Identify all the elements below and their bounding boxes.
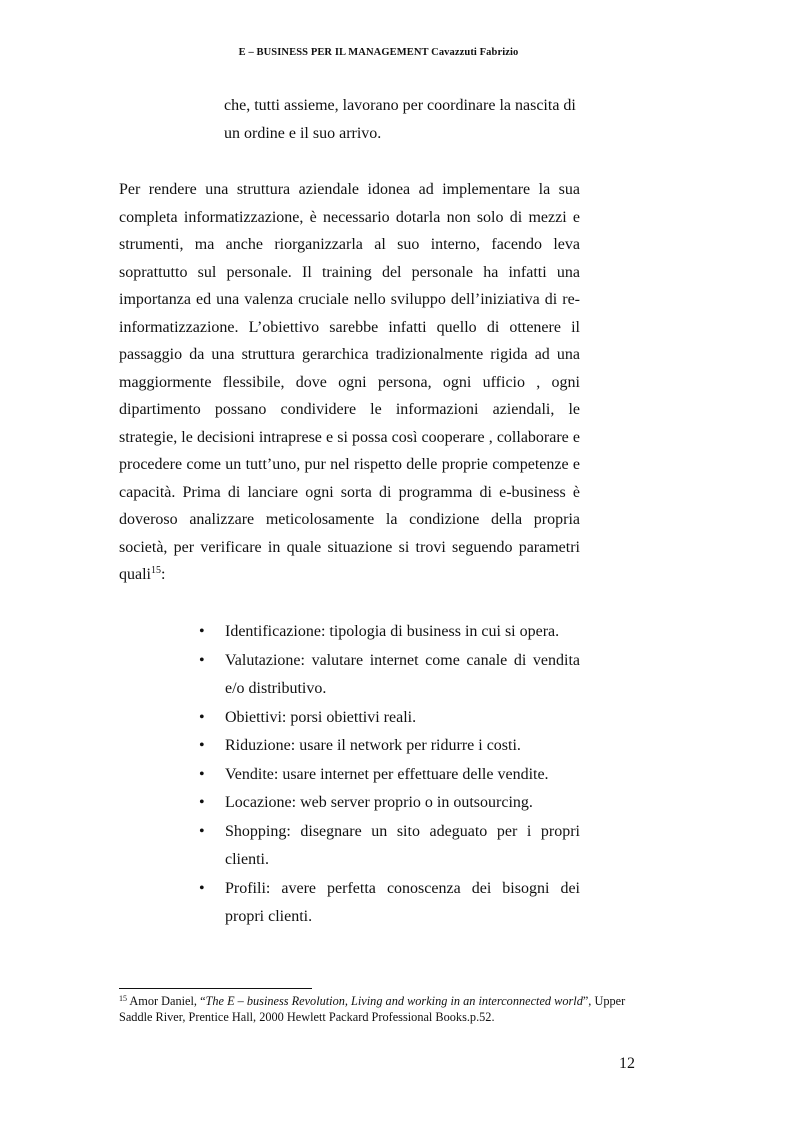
- footnote-separator: [119, 988, 312, 989]
- bullet-icon: •: [199, 765, 205, 783]
- parameters-list: [199, 618, 580, 932]
- list-item: [199, 789, 580, 818]
- list-item: [199, 732, 580, 761]
- list-item: [199, 618, 580, 647]
- footnote-reference[interactable]: 15: [151, 565, 161, 576]
- list-item: [199, 647, 580, 704]
- bullet-icon: •: [199, 708, 205, 726]
- list-item-text: Obiettivi: porsi obiettivi reali.: [225, 708, 417, 726]
- bullet-icon: •: [199, 879, 205, 897]
- footnote-author: Amor Daniel, “: [127, 994, 206, 1008]
- footnote: [119, 993, 639, 1025]
- list-item-text: Locazione: web server proprio o in outsourcing.: [225, 794, 533, 811]
- body-paragraph: [119, 176, 580, 589]
- bullet-icon: •: [199, 651, 205, 669]
- list-item: [199, 704, 580, 733]
- list-item-text: Shopping: disegnare un sito adeguato per i propri clienti.: [225, 822, 580, 868]
- list-item: [199, 875, 580, 932]
- page-number: 12: [619, 1055, 635, 1072]
- footnote-title: The E – business Revolution, Living and working in an interconnected world: [205, 994, 583, 1008]
- running-header: E – BUSINESS PER IL MANAGEMENT Cavazzuti Fabrizio: [238, 47, 519, 58]
- list-item: [199, 761, 580, 790]
- footnote-number: 15: [119, 994, 127, 1003]
- list-item: [199, 818, 580, 875]
- bullet-icon: •: [199, 822, 205, 840]
- bullet-icon: •: [199, 737, 205, 754]
- list-item-text: Riduzione: usare il network per ridurre i costi.: [225, 737, 521, 754]
- list-item-text: Vendite: usare internet per effettuare delle vendite.: [225, 765, 549, 783]
- continued-text: [224, 92, 580, 148]
- continued-text-line: un ordine e il suo arrivo.: [224, 125, 382, 142]
- body-paragraph-text: Per rendere una struttura aziendale idonea ad implementare la sua completa informatizzazione, è necessario dotarla non solo di mezzi e strumenti, ma anche riorganizzarla al suo interno, facendo leva soprattutto sul personale. Il training del personale ha infatti una importanza ed una valenza cruciale nello sviluppo dell’iniziativa di re-informatizzazione. L’obiettivo sarebbe infatti quello di ottenere il passaggio da una struttura gerarchica tradizionalmente rigida ad una maggiormente flessibile, dove ogni persona, ogni ufficio , ogni dipartimento possano condividere le informazioni aziendali, le strategie, le decisioni intraprese e si possa così cooperare , collaborare e procedere come un tutt’uno, pur nel rispetto delle proprie competenze e capacità. Prima di lanciare ogni sorta di programma di e-business è doveroso analizzare meticolosamente la condizione della propria società, per verificare in quale situazione si trovi seguendo parametri quali: [119, 181, 580, 583]
- footnote-publication: ”, Upper Saddle River, Prentice Hall, 2000 Hewlett Packard Professional Books.p.52.: [119, 994, 626, 1024]
- bullet-icon: •: [199, 794, 205, 811]
- body-paragraph-colon: :: [161, 566, 166, 583]
- list-item-text: Identificazione: tipologia di business in cui si opera.: [225, 623, 560, 640]
- list-item-text: Valutazione: valutare internet come canale di vendita e/o distributivo.: [225, 651, 580, 697]
- bullet-icon: •: [199, 623, 205, 640]
- continued-text-line: che, tutti assieme, lavorano per coordinare la nascita di: [224, 97, 576, 114]
- list-item-text: Profili: avere perfetta conoscenza dei bisogni dei propri clienti.: [225, 879, 580, 925]
